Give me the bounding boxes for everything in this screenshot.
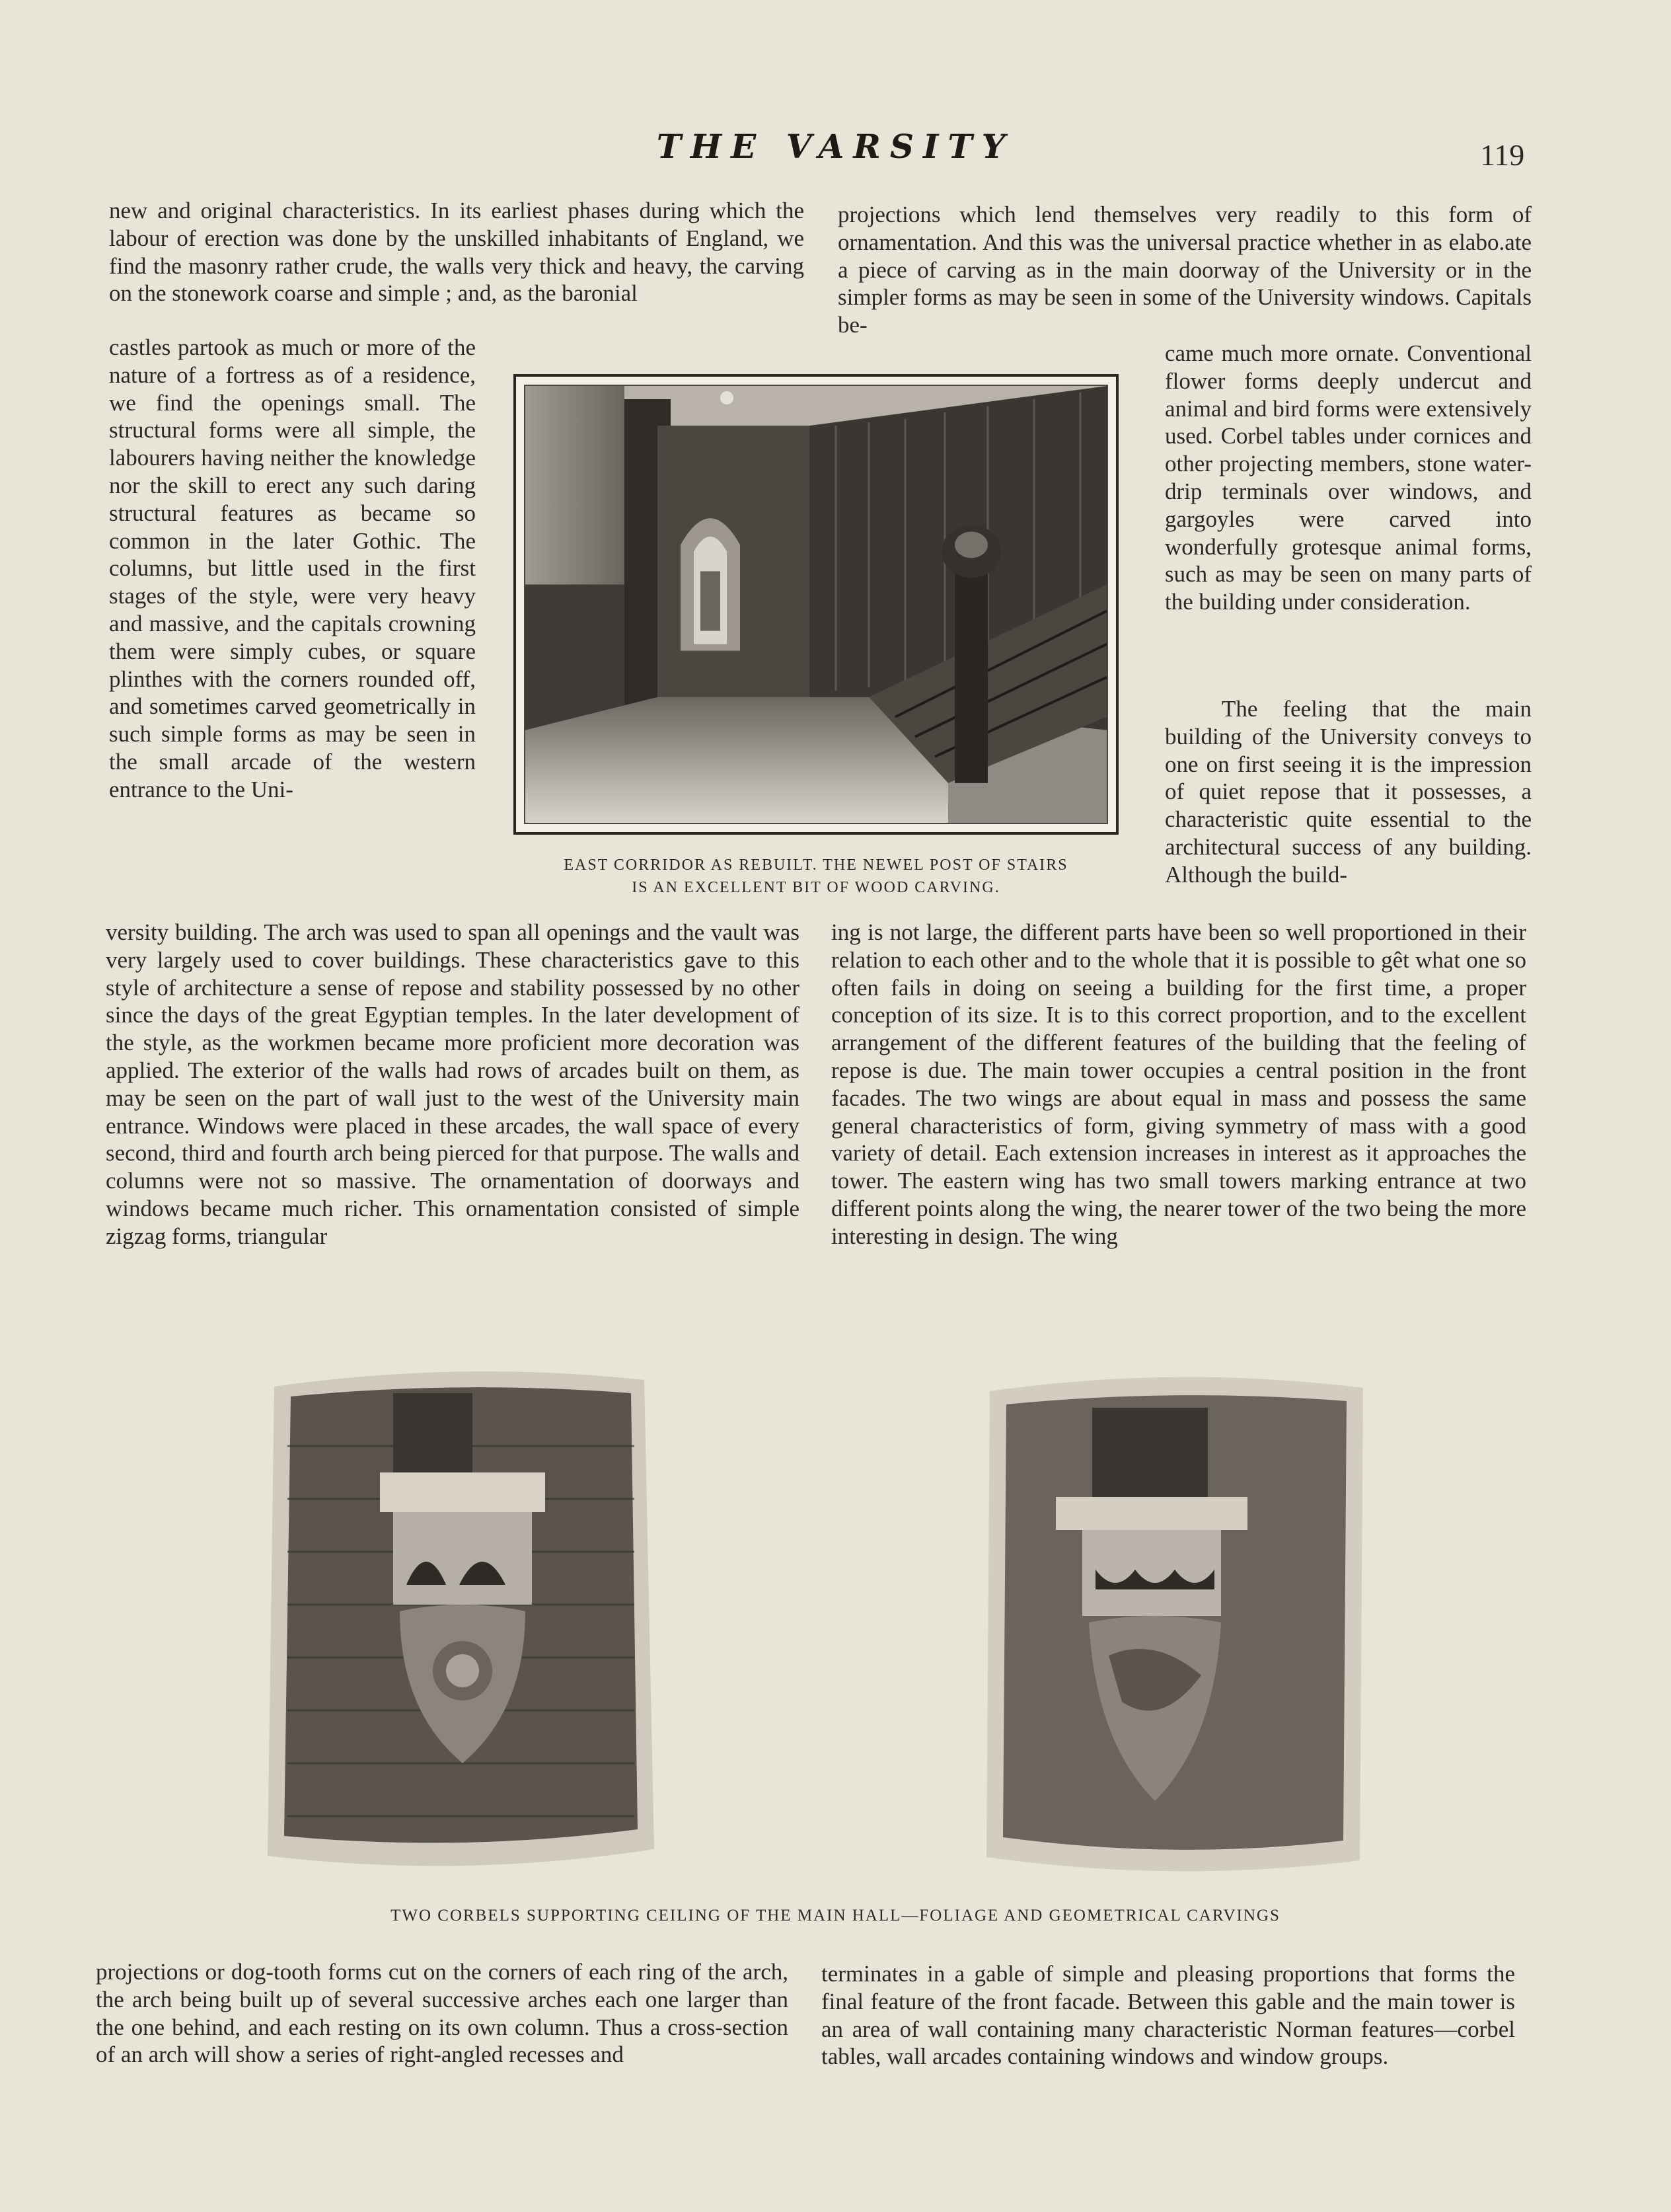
- corridor-caption-line-1: EAST CORRIDOR AS REBUILT. THE NEWEL POST OF STAIRS: [564, 857, 1068, 874]
- corbel-photo-right: [977, 1371, 1373, 1874]
- right-column-narrow-2: [1165, 695, 1532, 920]
- left-column-opening: [109, 197, 804, 336]
- corridor-caption-line-2: IS AN EXCELLENT BIT OF WOOD CARVING.: [632, 879, 1000, 896]
- right-column-narrow-1: [1165, 340, 1532, 697]
- running-head-title: THE VARSITY: [656, 127, 1015, 166]
- corridor-illustration: [525, 386, 1107, 823]
- left-column-narrow: [109, 334, 476, 913]
- page-number: 119: [1480, 138, 1525, 172]
- left-column-continued: [106, 919, 799, 1335]
- corbel-photo-left: [261, 1367, 657, 1870]
- right-column-narrow-text-2: The feeling that the main building of the University conveys to one on first seeing it is the impression of quiet repose that it possesses, a characteristic quite essential to the architectural success of any building. Although the build-: [1165, 696, 1532, 888]
- corbel-left-illustration: [261, 1367, 657, 1870]
- corridor-caption: [509, 854, 1123, 899]
- bottom-right-text: terminates in a gable of simple and pleasing proportions that forms the final feature of the front facade. Between this gable and the main tower is an area of wall containing many characteristic Norman features—corbel tables, wall arcades containing windows and window groups.: [821, 1961, 1515, 2070]
- right-column-opening: [838, 201, 1532, 340]
- corridor-photo: [524, 385, 1108, 824]
- left-column-narrow-text: castles partook as much or more of the nature of a fortress as of a residence, we find the openings small. The structural forms were all simple, the labourers having neither the knowledge nor the skill to erect any such daring structural features as became so common in the later Gothic. The columns, but little used in the first stages of the style, were very heavy and massive, and the capitals crowning them were simply cubes, or square plinthes with the corners rounded off, and sometimes carved geometrically in such simple forms as may be seen in the small arcade of the western entrance to the Uni-: [109, 334, 476, 802]
- left-column-opening-text: new and original characteristics. In its earliest phases during which the labour of erection was done by the unskilled inhabitants of England, we find the masonry rather crude, the walls very thick and heavy, the carving on the stonework coarse and simple ; and, as the baronial: [109, 198, 804, 307]
- corbel-right-illustration: [977, 1371, 1373, 1874]
- corridor-photo-frame: [513, 374, 1119, 835]
- right-column-continued-text: ing is not large, the different parts have been so well proportioned in their relation to each other and to the whole that it is possible to gêt what one so often fails in doing on seeing a building for the first time, a proper conception of its size. It is to this correct proportion, and to the excellent arrangement of the different features of the building that the feeling of repose is due. The main tower occupies a central position in the front facades. The two wings are about equal in mass and possess the same general characteristics of form, giving symmetry of mass with a good variety of detail. Each extension increases in interest as it approaches the tower. The eastern wing has two small towers marking entrance at two different points along the wing, the nearer tower of the two being the more interesting in design. The wing: [831, 919, 1526, 1249]
- left-column-continued-text: versity building. The arch was used to span all openings and the vault was very largely used to cover buildings. These characteristics gave to this style of architecture a sense of repose and stability possessed by no other since the days of the great Egyptian temples. In the later development of the style, as the workmen became more proficient more decoration was applied. The exterior of the walls had rows of arcades built on them, as may be seen on the part of wall just to the west of the University main entrance. Windows were placed in these arcades, the wall space of every second, third and fourth arch being pierced for that purpose. The walls and columns were not so massive. The ornamentation of doorways and windows became much richer. This ornamentation consisted of simple zigzag forms, triangular: [106, 919, 799, 1249]
- bottom-left-text: projections or dog-tooth forms cut on the corners of each ring of the arch, the arch being built up of several successive arches each one larger than the one behind, and each resting on its own column. Thus a cross-section of an arch will show a series of right-angled recesses and: [96, 1959, 788, 2068]
- bottom-right-column: [821, 1960, 1515, 2106]
- bottom-left-column: [96, 1958, 788, 2104]
- right-column-continued: [831, 919, 1526, 1335]
- right-column-narrow-text-1: came much more ornate. Conventional flower forms deeply undercut and animal and bird forms were extensively used. Corbel tables under cornices and other projecting members, stone water-drip terminals over windows, and gargoyles were carved into wonderfully grotesque animal forms, such as may be seen on many parts of the building under consideration.: [1165, 340, 1532, 615]
- corbels-caption: TWO CORBELS SUPPORTING CEILING OF THE MAIN HALL—FOLIAGE AND GEOMETRICAL CARVINGS: [390, 1907, 1281, 1925]
- right-column-opening-text: projections which lend themselves very readily to this form of ornamentation. And this was the universal practice whether in as elabo.ate a piece of carving as in the main doorway of the University or in the simpler forms as may be seen in some of the University windows. Capitals be-: [838, 202, 1532, 338]
